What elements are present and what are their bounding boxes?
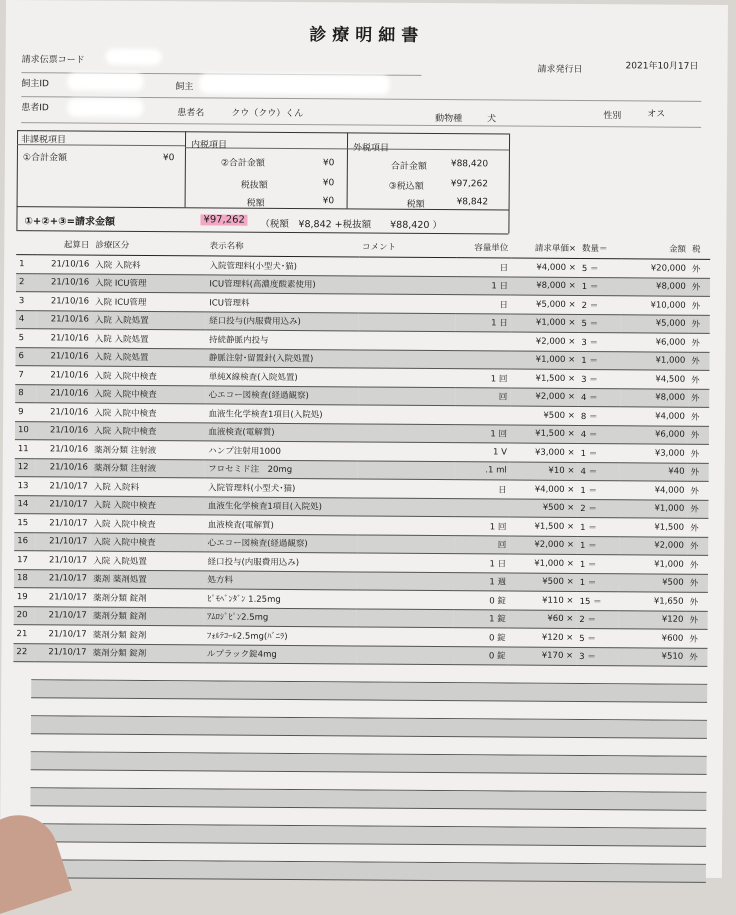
cell-category: 入院 入院処置 <box>92 348 206 367</box>
cell-count: 1 ＝ <box>578 444 620 463</box>
cell-tax: 外 <box>686 629 707 648</box>
cell-no: 12 <box>15 458 36 477</box>
empty-rows <box>6 0 728 5</box>
cell-comment <box>356 627 453 646</box>
cell-no: 6 <box>15 347 36 366</box>
col-count: 数量＝ <box>579 238 621 259</box>
cell-amount: ¥8,000 <box>621 277 689 296</box>
cell-comment <box>358 442 455 461</box>
cell-price: ¥1,500 × <box>510 369 578 388</box>
cell-qty: 1 日 <box>454 554 509 573</box>
ext-tax-label: 税額 <box>406 199 425 210</box>
cell-amount: ¥500 <box>619 573 687 592</box>
cell-category: 入院 入院中検査 <box>90 514 204 533</box>
cell-category: 入院 入院中検査 <box>91 366 205 385</box>
formula-label: ①+②+③=請求金額 <box>24 216 116 228</box>
cell-date: 21/10/17 <box>36 477 91 496</box>
cell-count: 15 ＝ <box>577 591 619 610</box>
cell-count: 1 ＝ <box>578 351 620 370</box>
cell-count: 3 ＝ <box>578 370 620 389</box>
cell-amount: ¥1,000 <box>621 351 689 370</box>
cell-tax: 外 <box>688 333 709 352</box>
cell-tax: 外 <box>688 426 709 445</box>
cell-count: 2 ＝ <box>576 610 618 629</box>
cell-comment <box>357 571 454 590</box>
col-amount: 金額 <box>621 238 689 259</box>
cell-price: ¥2,000 × <box>510 388 578 407</box>
total1-value: ¥0 <box>162 153 175 164</box>
col-tax: 税 <box>689 239 710 260</box>
cell-count: 2 ＝ <box>577 499 619 518</box>
cell-qty: 0 錠 <box>454 591 509 610</box>
cell-tax: 外 <box>686 648 707 667</box>
cell-comment <box>357 479 454 498</box>
cell-price: ¥170 × <box>508 647 576 666</box>
tax-excl-label: 税抜額 <box>240 180 268 191</box>
cell-no: 21 <box>14 625 35 644</box>
cell-name: 血液生化学検査1項目(入院処) <box>205 404 357 424</box>
table-row <box>13 643 707 666</box>
cell-category: 薬剤分類 注射液 <box>91 440 205 459</box>
cell-tax: 外 <box>688 444 709 463</box>
cell-name: 持続静脈内投与 <box>206 330 358 350</box>
cell-comment <box>359 294 456 313</box>
cell-price: ¥4,000 × <box>510 480 578 499</box>
cell-no: 1 <box>16 255 37 274</box>
cell-qty: 1 週 <box>454 572 509 591</box>
cell-price: ¥8,000 × <box>511 277 579 296</box>
redacted-patient-id <box>67 98 143 117</box>
cell-comment <box>358 423 455 442</box>
cell-amount: ¥6,000 <box>620 425 688 444</box>
detail-body <box>13 255 710 667</box>
patient-name-label: 患者名 <box>177 108 205 119</box>
cell-category: 入院 入院中検査 <box>91 422 205 441</box>
cell-comment <box>359 257 456 276</box>
cell-date: 21/10/16 <box>36 403 91 422</box>
cell-name: ICU管理料 <box>206 293 358 313</box>
cell-qty: 1 錠 <box>454 609 509 628</box>
document-title: 診療明細書 <box>309 25 425 46</box>
cell-count: 1 ＝ <box>577 518 619 537</box>
cell-amount: ¥40 <box>620 462 688 481</box>
cell-amount: ¥8,000 <box>620 388 688 407</box>
cell-no: 7 <box>15 366 36 385</box>
cell-no: 9 <box>15 403 36 422</box>
cell-qty: 1 日 <box>456 276 511 295</box>
cell-name: ルプラック錠4mg <box>204 644 356 664</box>
cell-category: 入院 入院処置 <box>92 311 206 330</box>
formula-amount: ¥97,262 <box>200 214 247 225</box>
col-comment: コメント <box>359 236 456 257</box>
cell-no: 22 <box>13 643 34 662</box>
cell-tax: 外 <box>688 315 709 334</box>
cell-price: ¥1,000 × <box>509 554 577 573</box>
sex-label: 性別 <box>603 111 622 122</box>
col-qty: 容量単位 <box>456 237 511 258</box>
cell-count: 5 ＝ <box>576 628 618 647</box>
col-category: 診療区分 <box>92 235 206 256</box>
owner-name-label: 飼主 <box>175 82 194 93</box>
cell-amount: ¥600 <box>619 629 687 648</box>
redacted-owner-id <box>67 72 143 91</box>
cell-comment <box>356 590 453 609</box>
cell-count: 1 ＝ <box>577 573 619 592</box>
cell-qty <box>455 350 510 369</box>
cell-no: 19 <box>14 588 35 607</box>
cell-date: 21/10/17 <box>36 495 91 514</box>
cell-tax: 外 <box>687 555 708 574</box>
cell-category: 入院 ICU管理 <box>92 274 206 293</box>
cell-amount: ¥510 <box>618 647 686 666</box>
cell-qty: 日 <box>455 480 510 499</box>
cell-category: 薬剤分類 錠剤 <box>90 588 204 607</box>
cell-name: 血液検査(電解質) <box>205 515 357 535</box>
cell-price: ¥1,000 × <box>511 314 579 333</box>
total2-label: ②合計金額 <box>220 158 265 169</box>
cell-qty: 1 日 <box>456 313 511 332</box>
cell-comment <box>358 368 455 387</box>
sex: オス <box>647 109 666 120</box>
cell-tax: 外 <box>688 352 709 371</box>
cell-name: 入院管理料(小型犬･猫) <box>205 478 357 498</box>
cell-date: 21/10/17 <box>35 569 90 588</box>
detail-table <box>13 234 710 667</box>
cell-category: 薬剤分類 錠剤 <box>90 625 204 644</box>
tax-label: 税額 <box>246 198 265 209</box>
cell-tax: 外 <box>688 370 709 389</box>
cell-qty: 回 <box>455 387 510 406</box>
cell-qty: .1 ml <box>455 461 510 480</box>
cell-count: 5 ＝ <box>578 314 620 333</box>
cell-amount: ¥4,500 <box>620 370 688 389</box>
cell-name: 入院管理料(小型犬･猫) <box>206 256 358 276</box>
cell-comment <box>358 386 455 405</box>
col-name: 表示名称 <box>207 235 359 257</box>
cell-category: 入院 入院処置 <box>92 329 206 348</box>
cell-amount: ¥5,000 <box>621 314 689 333</box>
cell-date: 21/10/16 <box>36 458 91 477</box>
cell-amount: ¥120 <box>619 610 687 629</box>
cell-count: 1 ＝ <box>577 554 619 573</box>
cell-name: フロセミド注 20mg <box>205 459 357 479</box>
cell-name: ハンプ注射用1000 <box>205 441 357 461</box>
cell-price: ¥3,000 × <box>510 443 578 462</box>
cell-count: 4 ＝ <box>577 462 619 481</box>
ext-tax-value: ¥8,842 <box>456 197 489 208</box>
cell-price: ¥1,500 × <box>510 425 578 444</box>
cell-tax: 外 <box>687 500 708 519</box>
cell-comment <box>359 275 456 294</box>
cell-amount: ¥4,000 <box>620 481 688 500</box>
cell-count: 1 ＝ <box>577 536 619 555</box>
cell-comment <box>357 534 454 553</box>
cell-category: 入院 入院中検査 <box>91 385 205 404</box>
cell-price: ¥60 × <box>509 610 577 629</box>
cell-date: 21/10/16 <box>36 440 91 459</box>
cell-tax: 外 <box>687 518 708 537</box>
cell-count: 4 ＝ <box>578 425 620 444</box>
cell-name: 血液検査(電解質) <box>205 422 357 442</box>
cell-amount: ¥6,000 <box>621 333 689 352</box>
cell-date: 21/10/17 <box>35 588 90 607</box>
cell-count: 1 ＝ <box>579 277 621 296</box>
redacted-code <box>106 49 162 65</box>
cell-name: ﾋﾟﾓﾍﾞﾝﾀﾞﾝ 1.25mg <box>204 589 356 609</box>
cell-no: 17 <box>14 551 35 570</box>
cell-no: 11 <box>15 440 36 459</box>
cell-comment <box>358 349 455 368</box>
cell-no: 16 <box>14 532 35 551</box>
cell-amount: ¥10,000 <box>621 296 689 315</box>
cell-date: 21/10/17 <box>35 514 90 533</box>
cell-date: 21/10/16 <box>36 384 91 403</box>
cell-category: 入院 入院料 <box>91 477 205 496</box>
cell-amount: ¥1,000 <box>619 555 687 574</box>
cell-comment <box>356 645 453 664</box>
ext-total-label: 合計金額 <box>390 161 427 172</box>
cell-price: ¥500 × <box>510 406 578 425</box>
col-unit-price: 請求単価× <box>511 238 579 259</box>
cell-name: 経口投与(内服費用込み) <box>204 552 356 572</box>
cell-amount: ¥3,000 <box>620 444 688 463</box>
ext-taxin-label: ③税込額 <box>388 181 424 192</box>
cell-no: 4 <box>16 310 37 329</box>
cell-count: 8 ＝ <box>578 407 620 426</box>
ext-taxin-value: ¥97,262 <box>450 179 488 190</box>
redacted-owner-name <box>199 73 389 94</box>
cell-no: 18 <box>14 569 35 588</box>
cell-name: ICU管理料(高濃度酸素使用) <box>206 274 358 294</box>
cell-price: ¥120 × <box>509 628 577 647</box>
cell-date: 21/10/16 <box>36 421 91 440</box>
cell-tax: 外 <box>687 537 708 556</box>
cell-date: 21/10/16 <box>37 255 92 274</box>
cell-category: 入院 入院中検査 <box>90 533 204 552</box>
cell-qty: 0 錠 <box>453 646 508 665</box>
cell-price: ¥2,000 × <box>509 536 577 555</box>
animal-type: 犬 <box>487 114 497 125</box>
cell-price: ¥10 × <box>510 462 578 481</box>
cell-tax: 外 <box>687 574 708 593</box>
cell-no: 14 <box>14 495 35 514</box>
cell-category: 薬剤分類 錠剤 <box>90 644 204 663</box>
cell-price: ¥110 × <box>509 591 577 610</box>
cell-date: 21/10/16 <box>37 329 92 348</box>
owner-id-label: 飼主ID <box>21 79 50 90</box>
cell-no: 2 <box>16 273 37 292</box>
cell-amount: ¥20,000 <box>621 259 689 278</box>
cell-amount: ¥1,500 <box>619 518 687 537</box>
cell-price: ¥2,000 × <box>511 332 579 351</box>
cell-qty: 回 <box>454 535 509 554</box>
cell-comment <box>357 516 454 535</box>
cell-category: 入院 ICU管理 <box>92 292 206 311</box>
cell-amount: ¥1,650 <box>619 592 687 611</box>
cell-tax: 外 <box>688 389 709 408</box>
ext-total-value: ¥88,420 <box>450 159 489 170</box>
patient-id-label: 患者ID <box>21 103 49 114</box>
cell-comment <box>358 331 455 350</box>
cell-name: 心エコー図検査(経過観察) <box>205 533 357 553</box>
cell-price: ¥500 × <box>509 499 577 518</box>
cell-no: 5 <box>16 329 37 348</box>
cell-comment <box>356 608 453 627</box>
cell-qty: 1 回 <box>454 517 509 536</box>
total1-label: ①合計金額 <box>22 153 68 164</box>
cell-tax: 外 <box>689 259 710 278</box>
cell-date: 21/10/16 <box>36 366 91 385</box>
cell-price: ¥4,000 × <box>511 258 579 277</box>
cell-amount: ¥1,000 <box>619 499 687 518</box>
cell-comment <box>358 312 455 331</box>
cell-name: 心エコー図検査(経過観察) <box>206 385 358 405</box>
cell-date: 21/10/17 <box>35 643 90 662</box>
cell-price: ¥1,000 × <box>510 351 578 370</box>
cell-price: ¥500 × <box>509 573 577 592</box>
cell-price: ¥1,500 × <box>509 517 577 536</box>
cell-category: 薬剤 薬剤処置 <box>90 570 204 589</box>
cell-category: 薬剤分類 錠剤 <box>90 607 204 626</box>
cell-no: 10 <box>15 421 36 440</box>
cell-date: 21/10/16 <box>37 292 92 311</box>
cell-category: 入院 入院料 <box>92 255 206 274</box>
cell-category: 入院 入院中検査 <box>91 496 205 515</box>
cell-no: 20 <box>14 606 35 625</box>
non-taxable-label: 非課税項目 <box>20 135 67 146</box>
cell-qty: 日 <box>456 295 511 314</box>
patient-name: クウ（クウ）くん <box>231 108 304 120</box>
formula-breakdown: （税額 ¥8,842 +税抜額 ¥88,420 ） <box>260 218 443 232</box>
cell-name: 静脈注射･留置針(入院処置) <box>206 348 358 368</box>
issue-date-label: 請求発行日 <box>537 64 583 76</box>
issue-date: 2021年10月17日 <box>625 61 699 72</box>
cell-comment <box>357 553 454 572</box>
cell-qty <box>456 332 511 351</box>
cell-no: 8 <box>15 384 36 403</box>
cell-qty <box>454 498 509 517</box>
cell-no: 15 <box>14 514 35 533</box>
cell-name: ｱﾑﾛｼﾞﾋﾟﾝ2.5mg <box>204 607 356 627</box>
total2-value: ¥0 <box>322 158 335 169</box>
cell-count: 2 ＝ <box>579 296 621 315</box>
cell-price: ¥5,000 × <box>511 295 579 314</box>
exclusive-label: 外税項目 <box>352 143 390 154</box>
invoice-code-label: 請求伝票コード <box>21 55 85 66</box>
cell-category: 入院 入院処置 <box>90 551 204 570</box>
cell-count: 3 ＝ <box>578 333 620 352</box>
cell-tax: 外 <box>687 481 708 500</box>
cell-tax: 外 <box>687 592 708 611</box>
col-date: 起算日 <box>37 234 92 255</box>
cell-count: 3 ＝ <box>576 647 618 666</box>
cell-tax: 外 <box>689 296 710 315</box>
tax-value: ¥0 <box>322 196 335 207</box>
cell-qty: 日 <box>456 258 511 277</box>
cell-date: 21/10/17 <box>35 551 90 570</box>
tax-excl-value: ¥0 <box>322 178 335 189</box>
cell-date: 21/10/17 <box>35 606 90 625</box>
cell-date: 21/10/17 <box>35 532 90 551</box>
cell-date: 21/10/17 <box>35 625 90 644</box>
cell-qty: 0 錠 <box>454 628 509 647</box>
cell-comment <box>357 460 454 479</box>
cell-qty: 1 回 <box>455 424 510 443</box>
cell-amount: ¥4,000 <box>620 407 688 426</box>
cell-tax: 外 <box>688 407 709 426</box>
cell-category: 薬剤分類 注射液 <box>91 459 205 478</box>
cell-count: 4 ＝ <box>578 388 620 407</box>
cell-date: 21/10/16 <box>37 273 92 292</box>
cell-qty: 1 V <box>455 443 510 462</box>
cell-name: 処方料 <box>204 570 356 590</box>
cell-count: 1 ＝ <box>577 481 619 500</box>
cell-qty: 1 回 <box>455 369 510 388</box>
cell-no: 13 <box>15 477 36 496</box>
cell-count: 5 ＝ <box>579 259 621 278</box>
cell-category: 入院 入院中検査 <box>91 403 205 422</box>
cell-date: 21/10/16 <box>37 347 92 366</box>
cell-name: ﾌｫﾙﾃｺｰﾙ2.5mg(ﾊﾞﾆﾗ) <box>204 626 356 646</box>
cell-comment <box>358 405 455 424</box>
cell-date: 21/10/16 <box>37 310 92 329</box>
cell-amount: ¥2,000 <box>619 536 687 555</box>
cell-tax: 外 <box>687 463 708 482</box>
cell-name: 血液生化学検査1項目(入院処) <box>205 496 357 516</box>
cell-no: 3 <box>16 292 37 311</box>
cell-name: 単純X線検査(入院処置) <box>206 367 358 387</box>
animal-type-label: 動物種 <box>435 113 463 125</box>
cell-name: 経口投与(内服費用込み) <box>206 311 358 331</box>
cell-comment <box>357 497 454 516</box>
inclusive-label: 内税項目 <box>190 140 228 151</box>
cell-qty <box>455 406 510 425</box>
cell-tax: 外 <box>689 278 710 297</box>
cell-tax: 外 <box>686 611 707 630</box>
